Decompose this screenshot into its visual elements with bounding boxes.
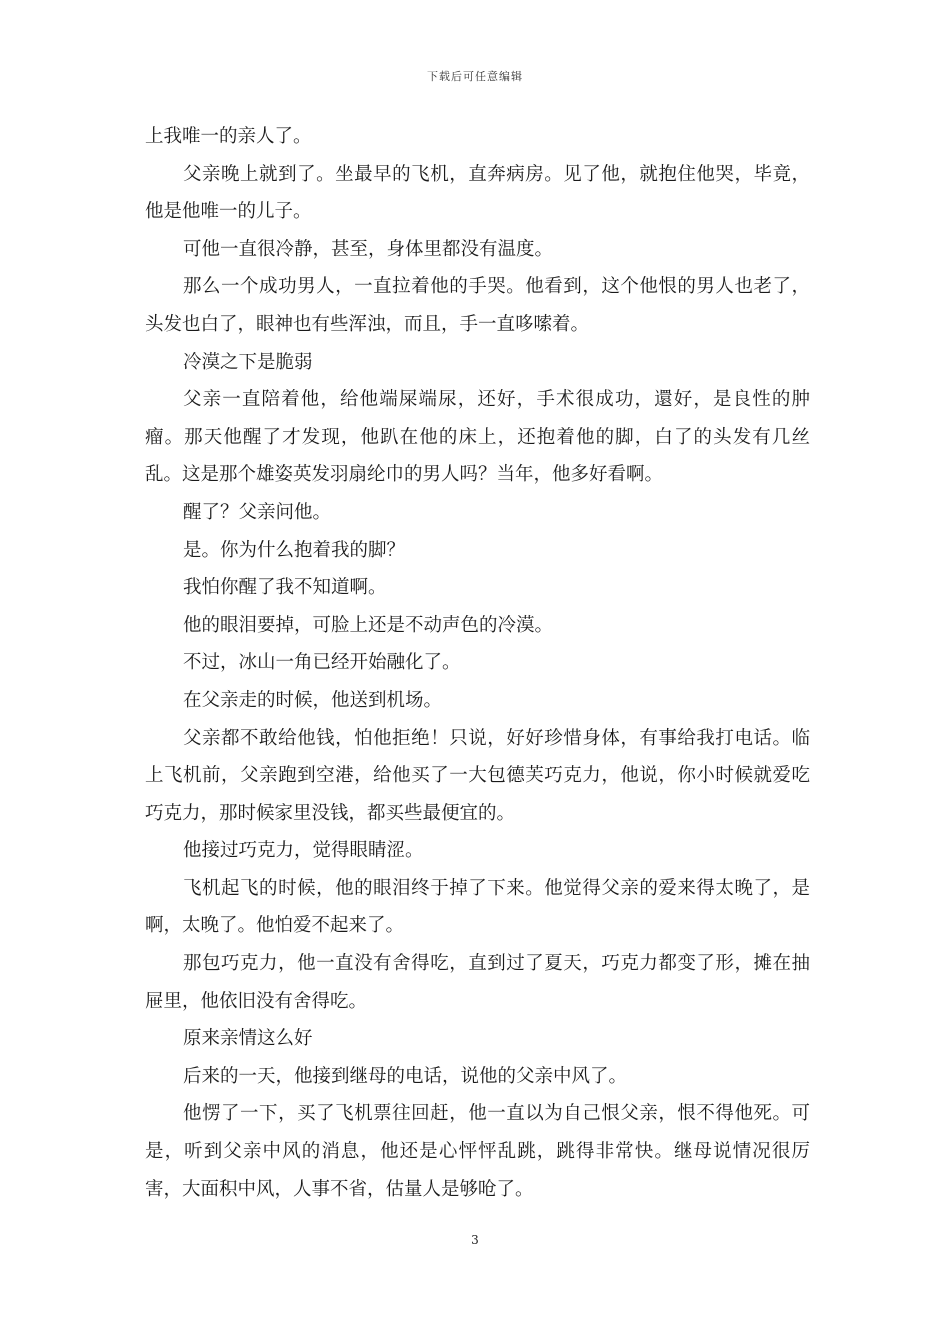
paragraph: 那么一个成功男人，一直拉着他的手哭。他看到，这个他恨的男人也老了，头发也白了，眼神也有些浑浊，而且，手一直哆嗦着。	[145, 276, 810, 335]
paragraph: 他的眼泪要掉，可脸上还是不动声色的冷漠。	[183, 614, 554, 636]
paragraph: 飞机起飞的时候，他的眼泪终于掉了下来。他觉得父亲的爱来得太晚了，是啊，太晚了。他怕爱不起来了。	[145, 877, 810, 937]
document-body	[145, 118, 810, 1208]
paragraph: 后来的一天，他接到继母的电话，说他的父亲中风了。	[183, 1065, 628, 1087]
paragraph: 不过，冰山一角已经开始融化了。	[183, 652, 461, 674]
page-number: 3	[471, 1233, 479, 1247]
paragraph: 可他一直很冷静，甚至，身体里都没有温度。	[183, 238, 554, 260]
paragraph: 我怕你醒了我不知道啊。	[183, 577, 387, 599]
paragraph: 父亲都不敢给他钱，怕他拒绝！只说，好好珍惜身体，有事给我打电话。临上飞机前，父亲跑到空港，给他买了一大包德芙巧克力，他说，你小时候就爱吃巧克力，那时候家里没钱，都买些最便宜的。	[145, 727, 810, 824]
page-header: 下载后可任意编辑	[427, 70, 523, 83]
section-heading: 原来亲情这么好	[183, 1028, 313, 1050]
paragraph: 他愣了一下，买了飞机票往回赶，他一直以为自己恨父亲，恨不得他死。可是，听到父亲中风的消息，他还是心怦怦乱跳，跳得非常快。继母说情况很厉害，大面积中风，人事不省，估量人是够呛了。	[145, 1103, 810, 1200]
paragraph: 他接过巧克力，觉得眼睛涩。	[183, 840, 424, 862]
paragraph: 父亲一直陪着他，给他端屎端尿，还好，手术很成功，還好，是良性的肿瘤。那天他醒了才发现，他趴在他的床上，还抱着他的脚，白了的头发有几丝乱。这是那个雄姿英发羽扇纶巾的男人吗？当年，他多好看啊。	[145, 389, 810, 486]
paragraph: 那包巧克力，他一直没有舍得吃，直到过了夏天，巧克力都变了形，摊在抽屉里，他依旧没有舍得吃。	[145, 953, 810, 1012]
paragraph: 在父亲走的时候，他送到机场。	[183, 689, 443, 711]
paragraph: 醒了？父亲问他。	[183, 501, 332, 523]
paragraph: 是。你为什么抱着我的脚？	[183, 539, 406, 561]
paragraph: 上我唯一的亲人了。	[145, 126, 312, 147]
section-heading: 冷漠之下是脆弱	[183, 351, 313, 373]
paragraph: 父亲晚上就到了。坐最早的飞机，直奔病房。见了他，就抱住他哭，毕竟，他是他唯一的儿子。	[145, 163, 810, 223]
